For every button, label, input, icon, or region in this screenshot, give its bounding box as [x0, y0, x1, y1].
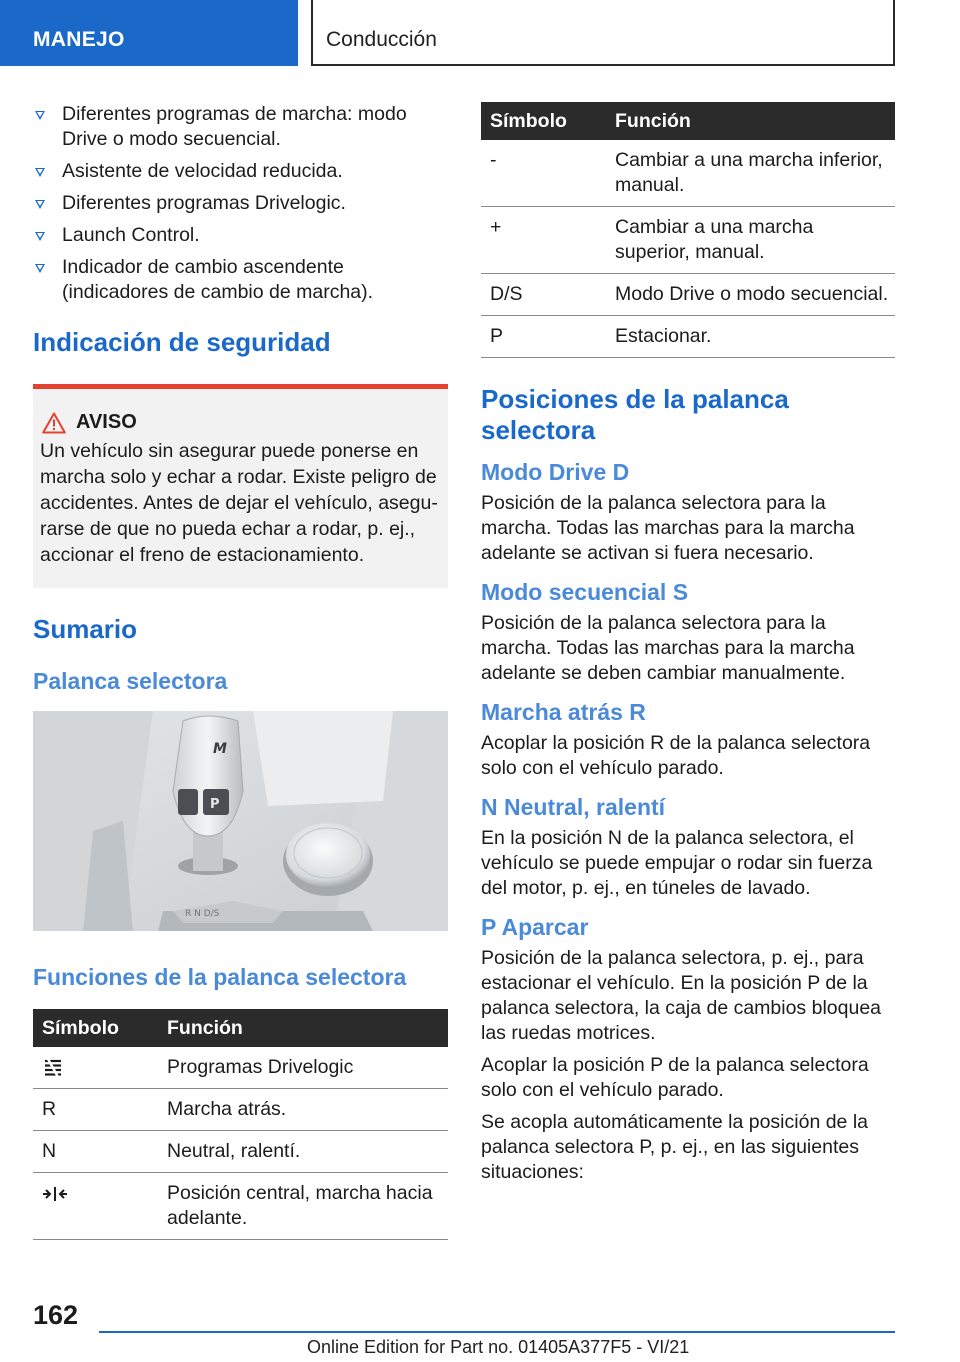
functions-table — [33, 1009, 448, 1240]
list-item: Launch Control. — [33, 223, 448, 248]
symbol-cell: P — [481, 316, 606, 358]
triangle-bullet-icon — [35, 200, 45, 209]
column-header-function: Función — [606, 102, 895, 140]
right-column — [481, 102, 895, 1185]
section-text: Se acopla automáticamente la posición de la palanca selectora P, p. ej., en las siguientes situaciones: — [481, 1111, 868, 1183]
section-text: Acoplar la posición P de la palanca selectora solo con el vehículo parado. — [481, 1054, 869, 1101]
p-button-label: P — [210, 797, 220, 812]
safety-heading: Indicación de seguridad — [33, 327, 331, 357]
table-row — [481, 207, 895, 274]
triangle-bullet-icon — [35, 111, 45, 120]
column-header-function: Función — [158, 1009, 448, 1047]
symbol-cell: R — [33, 1089, 158, 1131]
footer-edition: Online Edition for Part no. 01405A377F5 - VI/21 — [307, 1337, 690, 1357]
list-item: Diferentes programas Drivelogic. — [33, 191, 448, 216]
drivelogic-icon — [42, 1058, 64, 1078]
symbol-cell — [33, 1173, 158, 1240]
section-title-neutral: N Neutral, ralentí — [481, 794, 666, 820]
warning-triangle-icon — [42, 412, 66, 434]
section-text: Posición de la palanca selectora, p. ej., para estacionar el vehículo. En la posición P de la palanca selectora, la caja de cambios bloquea las ruedas motrices. — [481, 947, 882, 1044]
function-cell: Programas Drivelogic — [158, 1047, 448, 1089]
functions-table-continued — [481, 102, 895, 358]
table-row — [481, 140, 895, 207]
list-item: Diferentes programas de marcha: modo Drive o modo secuencial. — [33, 102, 448, 152]
symbol-cell: + — [481, 207, 606, 274]
positions-heading: Posiciones de la palanca selectora — [481, 384, 789, 445]
list-item: Asistente de velocidad reducida. — [33, 159, 448, 184]
table-row — [481, 316, 895, 358]
symbol-cell — [33, 1047, 158, 1089]
table-row — [481, 274, 895, 316]
center-position-icon — [42, 1184, 68, 1204]
section-text: Acoplar la posición R de la palanca selectora solo con el vehículo parado. — [481, 732, 871, 779]
page-number: 162 — [33, 1300, 79, 1330]
section-title-drive: Modo Drive D — [481, 459, 630, 485]
summary-heading: Sumario — [33, 614, 138, 644]
function-cell: Cambiar a una marcha inferior, manual. — [606, 140, 895, 207]
triangle-bullet-icon — [35, 168, 45, 177]
triangle-bullet-icon — [35, 232, 45, 241]
footer-divider — [99, 1331, 895, 1333]
gear-selector-photo — [33, 711, 448, 931]
table-row — [33, 1173, 448, 1240]
warning-title: AVISO — [40, 411, 441, 434]
function-cell: Neutral, ralentí. — [158, 1131, 448, 1173]
function-cell: Marcha atrás. — [158, 1089, 448, 1131]
left-column — [33, 102, 448, 1240]
symbol-cell: D/S — [481, 274, 606, 316]
function-cell: Posición central, marcha hacia adelante. — [158, 1173, 448, 1240]
feature-list — [33, 102, 448, 305]
section-text: Posición de la palanca selectora para la marcha. Todas las marchas para la marcha adelante se deben cambiar manualmente. — [481, 612, 855, 684]
header-chapter: Conducción — [311, 0, 895, 66]
header-section-tab: MANEJO — [0, 0, 298, 66]
m-logo: M — [213, 741, 227, 757]
symbol-cell: N — [33, 1131, 158, 1173]
symbol-cell: - — [481, 140, 606, 207]
section-title-sequential: Modo secuencial S — [481, 579, 689, 605]
gear-pattern-label: R N D/S — [185, 909, 220, 919]
list-item: Indicador de cambio ascendente (indicadores de cambio de marcha). — [33, 255, 448, 305]
section-title-reverse: Marcha atrás R — [481, 699, 646, 725]
column-header-symbol: Símbolo — [33, 1009, 158, 1047]
warning-box — [33, 384, 448, 588]
table-header-row — [481, 102, 895, 140]
functions-heading: Funciones de la palanca selectora — [33, 964, 407, 990]
selector-heading: Palanca selectora — [33, 668, 228, 694]
column-header-symbol: Símbolo — [481, 102, 606, 140]
section-text: En la posición N de la palanca selectora, el vehículo se puede empujar o rodar sin fuerza del motor, p. ej., en túneles de lavado. — [481, 827, 873, 899]
table-row — [33, 1089, 448, 1131]
function-cell: Estacionar. — [606, 316, 895, 358]
warning-text: Un vehículo sin asegurar puede ponerse en marcha solo y echar a rodar. Existe peligro de accidentes. Antes de dejar el vehículo, asegurarse de que no pueda echar a rodar, p. ej., accionar el freno de estacionamiento. — [40, 440, 438, 566]
function-cell: Modo Drive o modo secuencial. — [606, 274, 895, 316]
triangle-bullet-icon — [35, 264, 45, 273]
table-header-row — [33, 1009, 448, 1047]
table-row — [33, 1047, 448, 1089]
section-title-park: P Aparcar — [481, 914, 589, 940]
table-row — [33, 1131, 448, 1173]
section-text: Posición de la palanca selectora para la marcha. Todas las marchas para la marcha adelante se activan si fuera necesario. — [481, 492, 855, 564]
function-cell: Cambiar a una marcha superior, manual. — [606, 207, 895, 274]
